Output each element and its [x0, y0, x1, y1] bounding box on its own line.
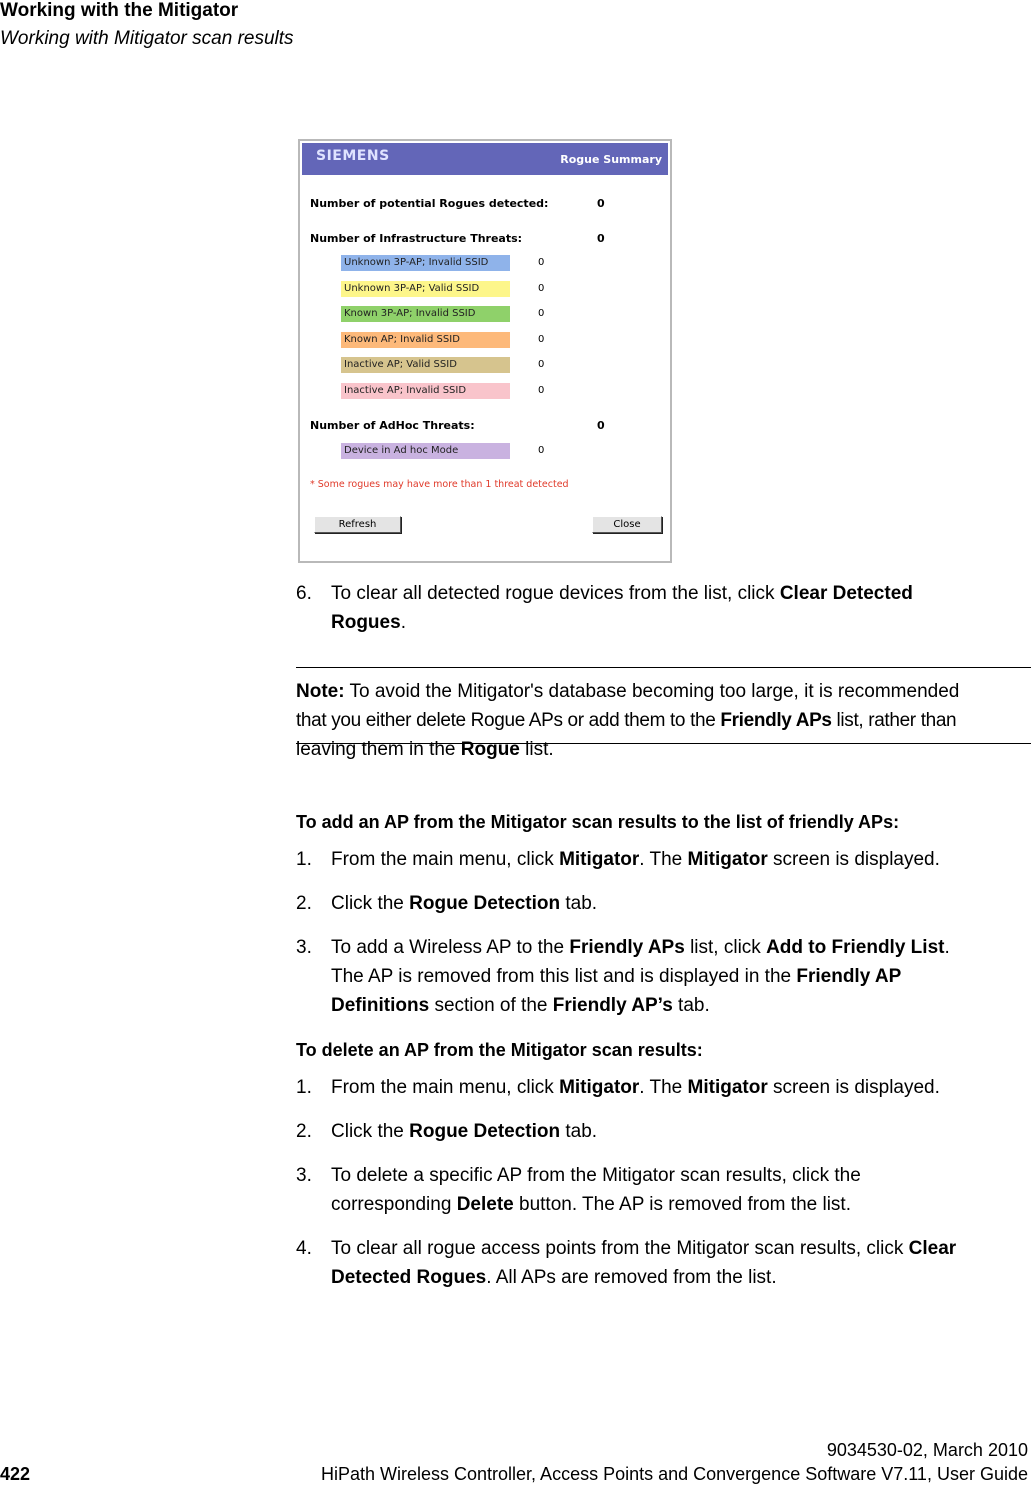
note-top-rule	[296, 667, 1031, 668]
close-button[interactable]: Close	[592, 516, 662, 533]
page-number: 422	[0, 1464, 31, 1484]
step-text: From the main menu, click Mitigator. The Mitigator screen is displayed.	[331, 1077, 940, 1098]
step-text: To clear all detected rogue devices from the list, click Clear Detected Rogues.	[331, 583, 913, 633]
step-number: 2.	[296, 893, 312, 914]
page-header-subtitle: Working with Mitigator scan results	[0, 28, 294, 49]
potential-rogues-value: 0	[597, 197, 605, 210]
adhoc-threats-value: 0	[597, 419, 605, 432]
window-title: Rogue Summary	[560, 153, 662, 166]
step-number: 1.	[296, 849, 312, 870]
threat-count: 0	[538, 334, 545, 345]
threat-chip: Known 3P-AP; Invalid SSID	[341, 306, 510, 322]
step-text: From the main menu, click Mitigator. The Mitigator screen is displayed.	[331, 849, 940, 870]
threat-chip: Unknown 3P-AP; Invalid SSID	[341, 255, 510, 271]
threat-count: 0	[538, 385, 545, 396]
siemens-logo: SIEMENS	[316, 148, 390, 164]
step-text: To delete a specific AP from the Mitigator scan results, click the corresponding Delete button. The AP is removed from the list.	[331, 1165, 861, 1215]
threat-count: 0	[538, 283, 545, 294]
step-number: 3.	[296, 937, 312, 958]
step-number: 4.	[296, 1238, 312, 1259]
window-header	[302, 143, 668, 175]
footnote: * Some rogues may have more than 1 threat detected	[310, 479, 569, 490]
threat-chip: Inactive AP; Invalid SSID	[341, 383, 510, 399]
section-heading: To add an AP from the Mitigator scan results to the list of friendly APs:	[296, 812, 900, 832]
step-number: 2.	[296, 1121, 312, 1142]
threat-count: 0	[538, 308, 545, 319]
refresh-button[interactable]: Refresh	[314, 516, 401, 533]
step-number: 1.	[296, 1077, 312, 1098]
note: Note: To avoid the Mitigator's database becoming too large, it is recommended that you either delete Rogue APs or add them to the Friendly APs list, rather than leaving them in the Rogue list.	[296, 681, 960, 760]
rogue-summary-window	[298, 139, 672, 563]
threat-chip: Known AP; Invalid SSID	[341, 332, 510, 348]
section-heading: To delete an AP from the Mitigator scan results:	[296, 1040, 703, 1060]
threat-count: 0	[538, 359, 545, 370]
potential-rogues-label: Number of potential Rogues detected:	[310, 197, 549, 210]
infra-threats-label: Number of Infrastructure Threats:	[310, 232, 523, 245]
threat-count: 0	[538, 445, 545, 456]
threat-chip: Inactive AP; Valid SSID	[341, 357, 510, 373]
threat-count: 0	[538, 257, 545, 268]
adhoc-threats-label: Number of AdHoc Threats:	[310, 419, 475, 432]
note-bottom-rule	[296, 743, 1031, 744]
threat-chip: Device in Ad hoc Mode	[341, 443, 510, 459]
step-text: Click the Rogue Detection tab.	[331, 893, 598, 914]
step-number: 6.	[296, 583, 312, 604]
step-text: Click the Rogue Detection tab.	[331, 1121, 598, 1142]
step-text: To add a Wireless AP to the Friendly APs list, click Add to Friendly List. The AP is removed from this list and is displayed in the Friendly AP Definitions section of the Friendly AP’s tab.	[331, 937, 950, 1016]
threat-chip: Unknown 3P-AP; Valid SSID	[341, 281, 510, 297]
guide-title: HiPath Wireless Controller, Access Points and Convergence Software V7.11, User Guide	[320, 1464, 1028, 1484]
step-text: To clear all rogue access points from the Mitigator scan results, click Clear Detected Rogues. All APs are removed from the list.	[331, 1238, 957, 1288]
doc-code: 9034530-02, March 2010	[826, 1440, 1028, 1460]
step-number: 3.	[296, 1165, 312, 1186]
page-header-title: Working with the Mitigator	[0, 0, 239, 21]
infra-threats-value: 0	[597, 232, 605, 245]
